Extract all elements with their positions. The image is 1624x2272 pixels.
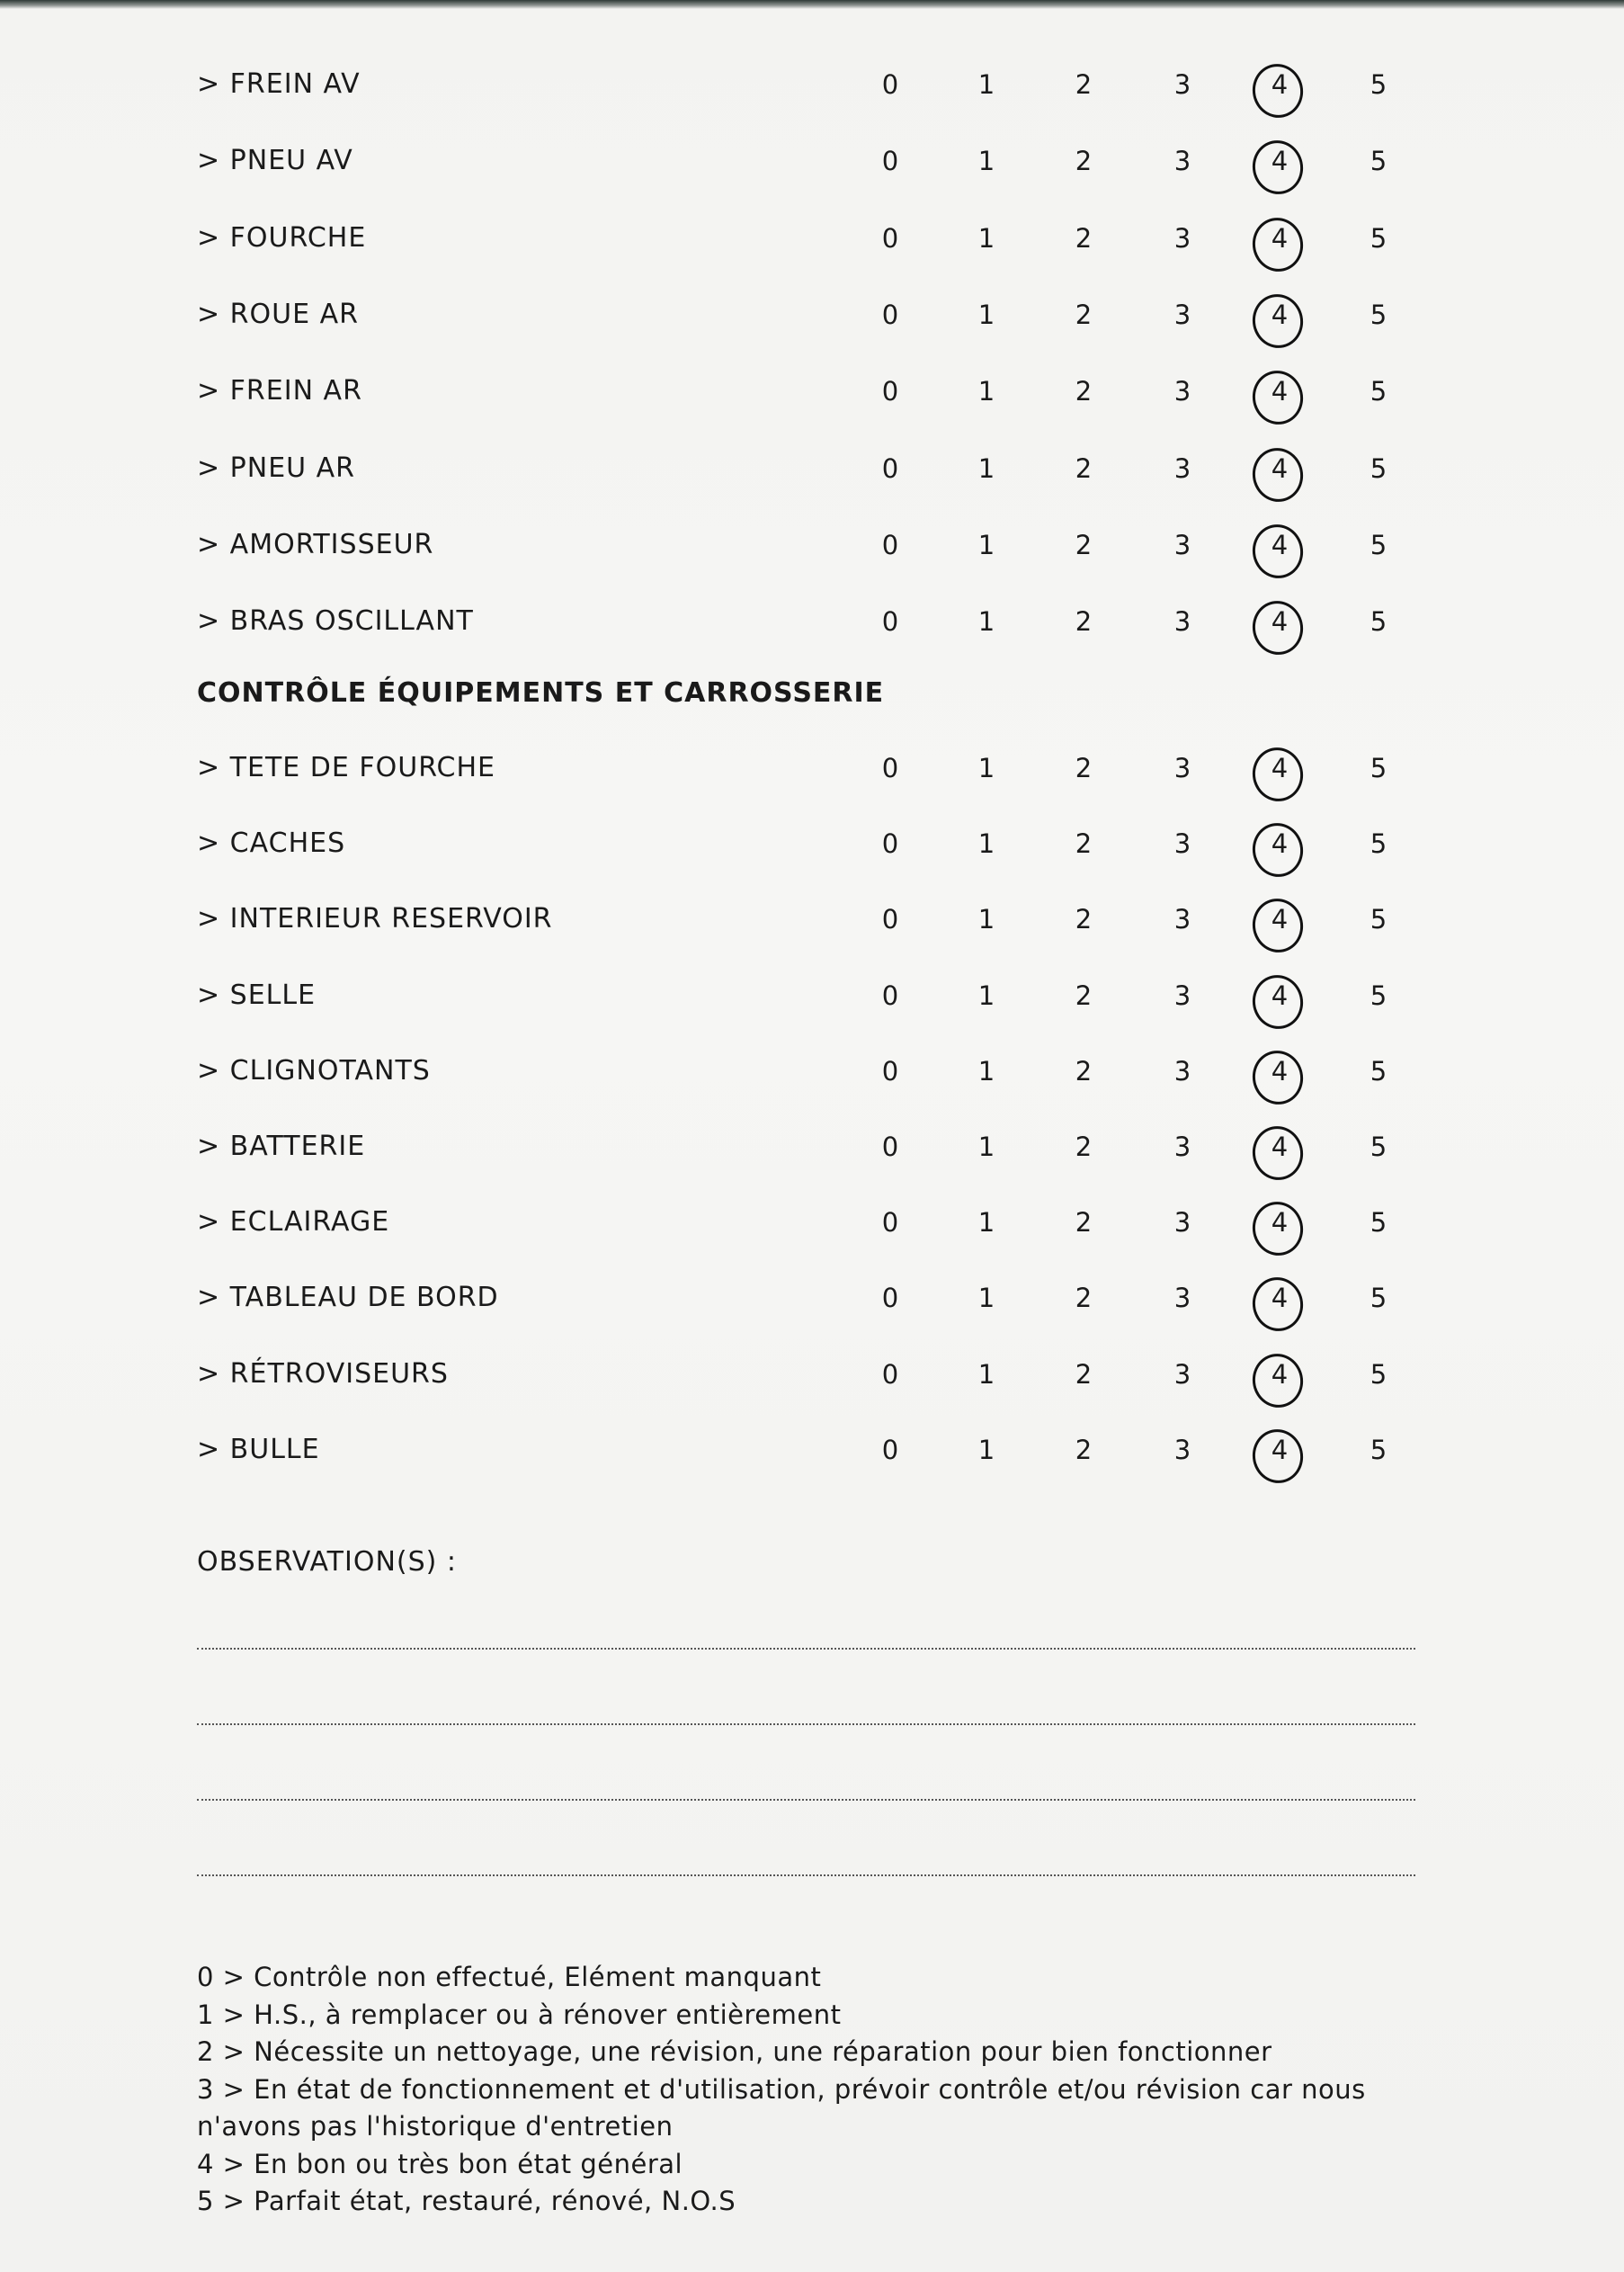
- score-option-4[interactable]: 4: [1271, 979, 1289, 1011]
- score-option-2[interactable]: 2: [1075, 1132, 1093, 1162]
- score-option-4[interactable]: 4: [1271, 146, 1289, 177]
- score-option-5[interactable]: 5: [1370, 606, 1388, 638]
- score-option-0[interactable]: 0: [881, 1358, 899, 1390]
- checklist-row: [0, 1120, 1624, 1174]
- score-option-1[interactable]: 1: [977, 452, 995, 484]
- score-option-3[interactable]: 3: [1173, 376, 1191, 407]
- score-option-3[interactable]: 3: [1173, 529, 1191, 560]
- checklist-row: [0, 817, 1624, 871]
- score-option-1[interactable]: 1: [977, 606, 995, 638]
- selected-score-circle: [1247, 1425, 1307, 1488]
- checklist-row: [0, 442, 1624, 496]
- item-label: > FREIN AR: [197, 375, 362, 407]
- score-option-1[interactable]: 1: [977, 1055, 995, 1087]
- score-option-1[interactable]: 1: [977, 299, 995, 330]
- score-option-5[interactable]: 5: [1370, 1132, 1388, 1162]
- score-option-4[interactable]: 4: [1271, 1358, 1289, 1390]
- score-option-5[interactable]: 5: [1370, 529, 1388, 560]
- item-label: > CACHES: [197, 827, 346, 860]
- score-option-1[interactable]: 1: [977, 1358, 995, 1390]
- score-option-4[interactable]: 4: [1271, 452, 1289, 484]
- checklist-row: [0, 741, 1624, 795]
- score-option-3[interactable]: 3: [1173, 1132, 1191, 1162]
- score-option-2[interactable]: 2: [1075, 1434, 1093, 1465]
- selected-score-circle: [1247, 136, 1307, 199]
- score-option-2[interactable]: 2: [1075, 299, 1093, 330]
- checklist-row: [0, 892, 1624, 946]
- score-option-1[interactable]: 1: [977, 904, 995, 935]
- observation-line[interactable]: [197, 1648, 1415, 1650]
- item-label: > TABLEAU DE BORD: [197, 1282, 499, 1314]
- item-label: > PNEU AR: [197, 452, 356, 484]
- score-option-4[interactable]: 4: [1271, 1283, 1289, 1314]
- score-option-2[interactable]: 2: [1075, 1207, 1093, 1239]
- score-option-5[interactable]: 5: [1370, 222, 1388, 254]
- score-option-0[interactable]: 0: [881, 979, 899, 1011]
- score-option-2[interactable]: 2: [1075, 376, 1093, 407]
- score-option-3[interactable]: 3: [1173, 452, 1191, 484]
- score-option-3[interactable]: 3: [1173, 146, 1191, 177]
- score-option-2[interactable]: 2: [1075, 979, 1093, 1011]
- score-option-0[interactable]: 0: [881, 222, 899, 254]
- legend-item-0: 0 > Contrôle non effectué, Elément manquant: [197, 1962, 822, 1992]
- score-option-0[interactable]: 0: [881, 753, 899, 783]
- score-option-2[interactable]: 2: [1075, 146, 1093, 177]
- score-option-5[interactable]: 5: [1370, 753, 1388, 783]
- checklist-row: [0, 134, 1624, 188]
- score-option-1[interactable]: 1: [977, 376, 995, 407]
- score-option-2[interactable]: 2: [1075, 828, 1093, 860]
- score-option-3[interactable]: 3: [1173, 1358, 1191, 1390]
- score-option-0[interactable]: 0: [881, 828, 899, 860]
- item-label: > FOURCHE: [197, 221, 367, 254]
- legend-item-1: 1 > H.S., à remplacer ou à rénover entièrement: [197, 1999, 842, 2030]
- score-option-3[interactable]: 3: [1173, 979, 1191, 1011]
- selected-score-circle: [1247, 212, 1307, 275]
- item-label: > BATTERIE: [197, 1131, 366, 1162]
- page-top-edge: [0, 0, 1624, 9]
- selected-score-circle: [1247, 1273, 1307, 1336]
- checklist-row: [0, 969, 1624, 1023]
- legend-item-5: 5 > Parfait état, restauré, rénové, N.O.S: [197, 2186, 736, 2216]
- checklist-row: [0, 58, 1624, 112]
- score-option-5[interactable]: 5: [1370, 1207, 1388, 1239]
- selected-score-circle: [1247, 1348, 1307, 1411]
- item-label: > ECLAIRAGE: [197, 1206, 390, 1239]
- score-option-1[interactable]: 1: [977, 529, 995, 560]
- score-option-0[interactable]: 0: [881, 1132, 899, 1162]
- legend-item-4: 4 > En bon ou très bon état général: [197, 2148, 683, 2179]
- selected-score-circle: [1247, 59, 1307, 122]
- observation-line[interactable]: [197, 1799, 1415, 1801]
- item-label: > BULLE: [197, 1433, 320, 1465]
- score-option-4[interactable]: 4: [1271, 606, 1289, 638]
- selected-score-circle: [1247, 520, 1307, 583]
- selected-score-circle: [1247, 596, 1307, 659]
- legend-item-2: 2 > Nécessite un nettoyage, une révision, une réparation pour bien fonctionner: [197, 2036, 1272, 2067]
- item-label: > ROUE AR: [197, 298, 359, 330]
- score-option-4[interactable]: 4: [1271, 529, 1289, 560]
- score-option-2[interactable]: 2: [1075, 69, 1093, 100]
- checklist-row: [0, 595, 1624, 649]
- score-option-5[interactable]: 5: [1370, 376, 1388, 407]
- item-label: > RÉTROVISEURS: [197, 1357, 449, 1390]
- score-option-0[interactable]: 0: [881, 1283, 899, 1314]
- score-option-1[interactable]: 1: [977, 69, 995, 100]
- score-option-5[interactable]: 5: [1370, 904, 1388, 935]
- score-option-1[interactable]: 1: [977, 979, 995, 1011]
- score-option-0[interactable]: 0: [881, 1434, 899, 1465]
- score-option-1[interactable]: 1: [977, 1283, 995, 1314]
- score-option-0[interactable]: 0: [881, 69, 899, 100]
- score-option-5[interactable]: 5: [1370, 1358, 1388, 1390]
- score-option-3[interactable]: 3: [1173, 753, 1191, 783]
- observation-line[interactable]: [197, 1874, 1415, 1876]
- score-option-3[interactable]: 3: [1173, 1434, 1191, 1465]
- item-label: > INTERIEUR RESERVOIR: [197, 903, 553, 935]
- item-label: > PNEU AV: [197, 145, 353, 177]
- legend-item-3: 3 > En état de fonctionnement et d'utilisation, prévoir contrôle et/ou révision car nous n'avons pas l'historique d'entretien: [197, 2073, 1366, 2142]
- selected-score-circle: [1247, 443, 1307, 505]
- item-label: > TETE DE FOURCHE: [197, 752, 495, 783]
- item-label: > BRAS OSCILLANT: [197, 605, 474, 638]
- score-option-2[interactable]: 2: [1075, 1283, 1093, 1314]
- score-option-2[interactable]: 2: [1075, 1358, 1093, 1390]
- score-option-3[interactable]: 3: [1173, 606, 1191, 638]
- score-option-5[interactable]: 5: [1370, 146, 1388, 177]
- score-option-0[interactable]: 0: [881, 1207, 899, 1239]
- checklist-row: [0, 364, 1624, 418]
- score-option-4[interactable]: 4: [1271, 1055, 1289, 1087]
- score-option-3[interactable]: 3: [1173, 904, 1191, 935]
- selected-score-circle: [1247, 1122, 1307, 1185]
- section-title: CONTRÔLE ÉQUIPEMENTS ET CARROSSERIE: [197, 677, 885, 709]
- selected-score-circle: [1247, 290, 1307, 353]
- score-option-0[interactable]: 0: [881, 376, 899, 407]
- item-label: > SELLE: [197, 979, 317, 1011]
- score-option-0[interactable]: 0: [881, 904, 899, 935]
- score-option-3[interactable]: 3: [1173, 1207, 1191, 1239]
- score-option-0[interactable]: 0: [881, 146, 899, 177]
- score-option-4[interactable]: 4: [1271, 376, 1289, 407]
- score-option-1[interactable]: 1: [977, 1434, 995, 1465]
- score-option-4[interactable]: 4: [1271, 299, 1289, 330]
- score-option-1[interactable]: 1: [977, 1132, 995, 1162]
- score-option-5[interactable]: 5: [1370, 69, 1388, 100]
- score-option-4[interactable]: 4: [1271, 69, 1289, 100]
- score-option-1[interactable]: 1: [977, 828, 995, 860]
- score-option-0[interactable]: 0: [881, 606, 899, 638]
- score-option-3[interactable]: 3: [1173, 828, 1191, 860]
- score-option-5[interactable]: 5: [1370, 979, 1388, 1011]
- checklist-row: [0, 211, 1624, 265]
- item-label: > FREIN AV: [197, 68, 361, 100]
- score-option-0[interactable]: 0: [881, 299, 899, 330]
- checklist-row: [0, 1347, 1624, 1401]
- score-option-5[interactable]: 5: [1370, 452, 1388, 484]
- checklist-row: [0, 288, 1624, 342]
- observations-label: OBSERVATION(S) :: [197, 1546, 457, 1578]
- checklist-row: [0, 518, 1624, 572]
- score-option-2[interactable]: 2: [1075, 606, 1093, 638]
- score-option-4[interactable]: 4: [1271, 904, 1289, 935]
- selected-score-circle: [1247, 366, 1307, 429]
- item-label: > CLIGNOTANTS: [197, 1054, 431, 1087]
- score-option-0[interactable]: 0: [881, 1055, 899, 1087]
- score-option-5[interactable]: 5: [1370, 1434, 1388, 1465]
- score-option-2[interactable]: 2: [1075, 452, 1093, 484]
- score-option-2[interactable]: 2: [1075, 222, 1093, 254]
- score-option-2[interactable]: 2: [1075, 904, 1093, 935]
- rating-legend: [197, 1959, 1438, 2221]
- score-option-4[interactable]: 4: [1271, 1434, 1289, 1465]
- score-option-1[interactable]: 1: [977, 222, 995, 254]
- score-option-5[interactable]: 5: [1370, 1055, 1388, 1087]
- score-option-2[interactable]: 2: [1075, 529, 1093, 560]
- score-option-4[interactable]: 4: [1271, 1132, 1289, 1162]
- score-option-2[interactable]: 2: [1075, 753, 1093, 783]
- selected-score-circle: [1247, 1197, 1307, 1260]
- selected-score-circle: [1247, 894, 1307, 957]
- score-option-5[interactable]: 5: [1370, 828, 1388, 860]
- checklist-row: [0, 1423, 1624, 1477]
- score-option-4[interactable]: 4: [1271, 753, 1289, 783]
- score-option-5[interactable]: 5: [1370, 1283, 1388, 1314]
- score-option-1[interactable]: 1: [977, 146, 995, 177]
- score-option-1[interactable]: 1: [977, 753, 995, 783]
- score-option-5[interactable]: 5: [1370, 299, 1388, 330]
- score-option-4[interactable]: 4: [1271, 1207, 1289, 1239]
- score-option-3[interactable]: 3: [1173, 299, 1191, 330]
- observation-line[interactable]: [197, 1723, 1415, 1725]
- score-option-3[interactable]: 3: [1173, 1283, 1191, 1314]
- checklist-row: [0, 1195, 1624, 1249]
- score-option-3[interactable]: 3: [1173, 69, 1191, 100]
- item-label: > AMORTISSEUR: [197, 528, 434, 560]
- score-option-0[interactable]: 0: [881, 452, 899, 484]
- selected-score-circle: [1247, 743, 1307, 806]
- score-option-4[interactable]: 4: [1271, 828, 1289, 860]
- score-option-4[interactable]: 4: [1271, 222, 1289, 254]
- score-option-1[interactable]: 1: [977, 1207, 995, 1239]
- selected-score-circle: [1247, 970, 1307, 1033]
- score-option-3[interactable]: 3: [1173, 1055, 1191, 1087]
- checklist-row: [0, 1271, 1624, 1325]
- score-option-3[interactable]: 3: [1173, 222, 1191, 254]
- selected-score-circle: [1247, 818, 1307, 881]
- selected-score-circle: [1247, 1046, 1307, 1109]
- score-option-2[interactable]: 2: [1075, 1055, 1093, 1087]
- checklist-row: [0, 1044, 1624, 1098]
- score-option-0[interactable]: 0: [881, 529, 899, 560]
